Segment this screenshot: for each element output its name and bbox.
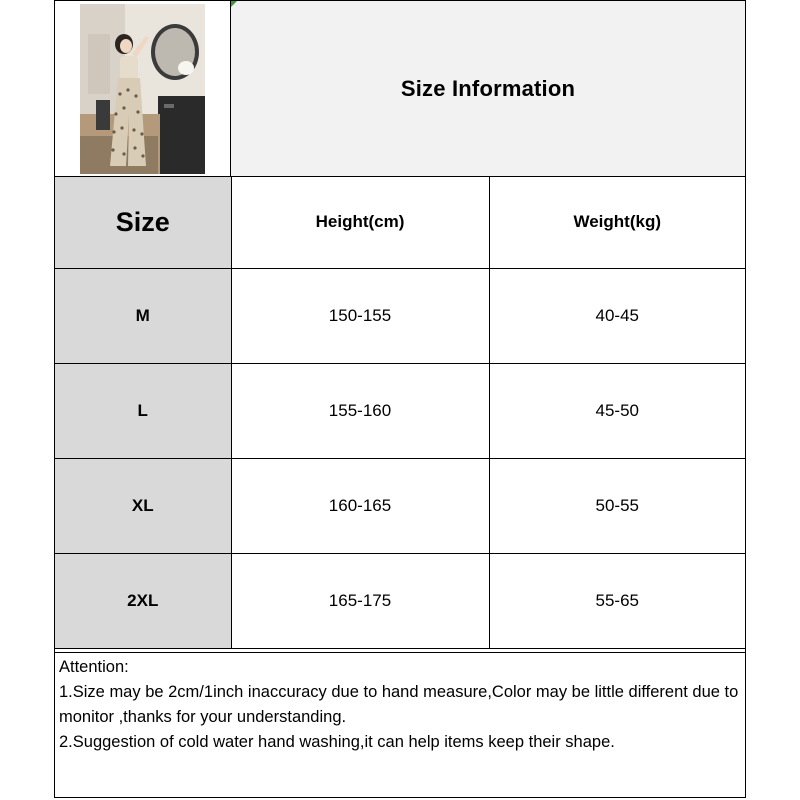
table-row (55, 553, 745, 648)
table-row (55, 363, 745, 458)
cell-corner-mark (231, 1, 237, 7)
page-title: Size Information (400, 75, 576, 101)
height-value: 150-155 (328, 305, 392, 325)
size-cell (55, 268, 231, 363)
height-value: 155-160 (328, 400, 392, 420)
size-table (55, 177, 745, 649)
weight-value: 55-65 (595, 590, 639, 610)
column-header-label: Height(cm) (315, 212, 405, 232)
weight-cell (489, 553, 745, 648)
height-value: 165-175 (328, 590, 392, 610)
table-row (55, 458, 745, 553)
size-label: 2XL (127, 590, 159, 610)
table-row (55, 268, 745, 363)
height-value: 160-165 (328, 495, 392, 515)
notes-heading: Attention: (59, 658, 129, 676)
size-label: L (137, 400, 148, 420)
weight-value: 45-50 (595, 400, 639, 420)
size-cell (55, 363, 231, 458)
product-photo (80, 4, 205, 174)
size-label: XL (131, 495, 154, 515)
height-cell (231, 268, 489, 363)
weight-cell (489, 363, 745, 458)
column-header-height (231, 177, 489, 268)
size-cell (55, 458, 231, 553)
attention-notes (55, 652, 745, 797)
size-chart-sheet (54, 0, 746, 798)
product-photo-cell (55, 1, 231, 177)
weight-cell (489, 268, 745, 363)
title-cell (231, 1, 745, 177)
weight-cell (489, 458, 745, 553)
column-header-size (55, 177, 231, 268)
size-cell (55, 553, 231, 648)
height-cell (231, 553, 489, 648)
weight-value: 40-45 (595, 305, 639, 325)
size-label: M (135, 305, 150, 325)
height-cell (231, 363, 489, 458)
column-header-weight (489, 177, 745, 268)
notes-line-1: 1.Size may be 2cm/1inch inaccuracy due to hand measure,Color may be little different due to monitor ,thanks for your understanding. (59, 683, 739, 726)
table-header-row (55, 177, 745, 268)
notes-line-2: 2.Suggestion of cold water hand washing,it can help items keep their shape. (59, 733, 615, 751)
column-header-label: Size (115, 206, 170, 237)
weight-value: 50-55 (595, 495, 639, 515)
height-cell (231, 458, 489, 553)
column-header-label: Weight(kg) (573, 212, 661, 232)
